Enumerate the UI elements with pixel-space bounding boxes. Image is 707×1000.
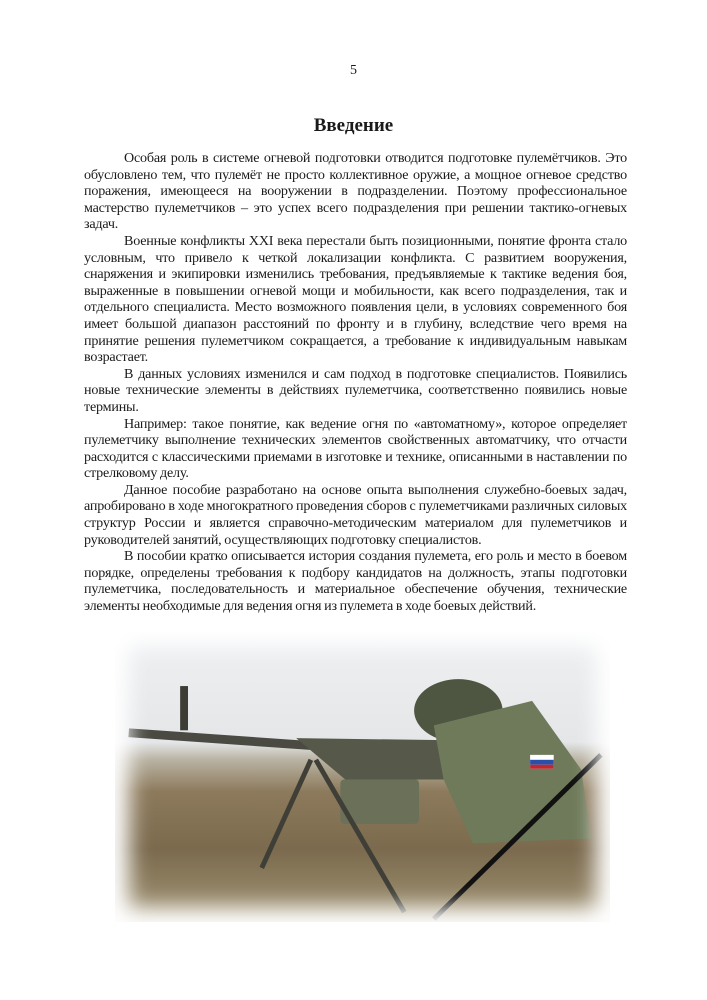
- photo-vignette: [115, 632, 610, 922]
- paragraph: Данное пособие разработано на основе опыта выполнения служебно-боевых задач, апробировано в ходе многократного проведения сборов с пулеметчиками различных силовых структур России и является справочно-методическим материалом для пулеметчиков и руководителей занятий, осуществляющих подготовку специалистов.: [84, 481, 627, 548]
- paragraph: В пособии кратко описывается история создания пулемета, его роль и место в боевом порядке, определены требования к подбору кандидатов на должность, этапы подготовки пулеметчика, последовательность и материальное обеспечение обучения, технические элементы необходимые для ведения огня из пулемета в ходе боевых действий.: [84, 548, 627, 615]
- paragraph: Военные конфликты XXI века перестали быть позиционными, понятие фронта стало условным, что привело к четкой локализации конфликта. С развитием вооружения, снаряжения и экипировки изменились требования, предъявляемые к тактике ведения боя, выраженные в повышении огневой мощи и мобильности, как всего подразделения, так и отдельного специалиста. Место возможного появления цели, в условиях современного боя имеет большой диапазон расстояний по фронту и в глубину, вследствие чего время на принятие решения пулеметчиком сокращается, а требование к индивидуальным навыкам возрастает.: [84, 232, 627, 366]
- paragraph: В данных условиях изменился и сам подход в подготовке специалистов. Появились новые технические элементы в действиях пулеметчика, соответственно появились новые термины.: [84, 365, 627, 415]
- paragraph: Особая роль в системе огневой подготовки отводится подготовке пулемётчиков. Это обусловлено тем, что пулемёт не просто коллективное оружие, а мощное огневое средство поражения, имеющееся на вооружении в подразделении. Поэтому профессиональное мастерство пулеметчиков – это успех всего подразделения при решении тактико-огневых задач.: [84, 150, 627, 233]
- body-text: [84, 150, 627, 615]
- page-title: Введение: [313, 115, 394, 136]
- machine-gunner-photo: [115, 632, 610, 922]
- paragraph: Например: такое понятие, как ведение огня по «автоматному», которое определяет пулеметчику выполнение технических элементов свойственных автоматчику, что отчасти расходится с классическими приемами в изготовке и технике, описанными в наставлении по стрелковому делу.: [84, 415, 627, 482]
- page-number: 5: [350, 63, 357, 78]
